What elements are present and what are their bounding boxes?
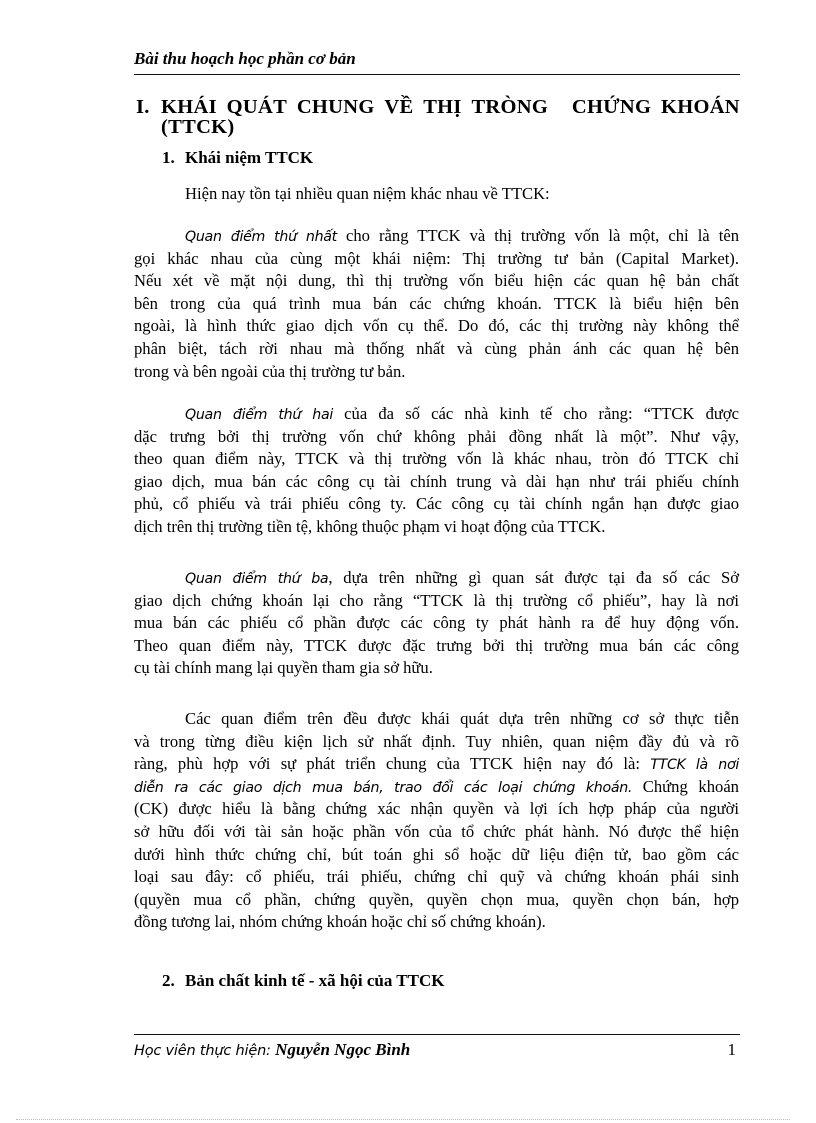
footer-label: Học viên thực hiện: — [134, 1043, 276, 1059]
footer-author: Nguyễn Ngọc Bình — [275, 1040, 411, 1059]
header-rule — [134, 74, 740, 75]
paragraph-view-2 — [134, 403, 739, 539]
text-line: dặc trưng bởi thị trường vốn chứ không phải đồng nhất là một”. Như vậy, — [134, 426, 739, 446]
footer-rule — [134, 1034, 740, 1035]
emphasis-text: Quan điểm thứ nhất — [185, 229, 337, 245]
text-run: Chứng khoán — [632, 776, 739, 796]
subsection-number: 1. — [162, 148, 175, 167]
text-line: và trong từng điều kiện lịch sử nhất định. Tuy nhiên, quan niệm đầy đủ và rõ — [134, 731, 739, 751]
text-line: trong và bên ngoài của thị trường tư bản. — [134, 361, 406, 381]
text-line: Nếu xét về mặt nội dung, thì thị trường vốn biểu hiện các quan hệ bản chất — [134, 271, 739, 291]
title-word: THỊ — [423, 96, 462, 118]
section-title-line-2: (TTCK) — [161, 116, 235, 138]
text-line: theo quan điểm này, TTCK và thị trường vốn là khác nhau, tròn đó TTCK chỉ — [134, 449, 739, 469]
paragraph-intro — [134, 183, 739, 206]
text-line — [134, 567, 739, 590]
page-boundary-dotted-line — [16, 1119, 790, 1120]
text-line: phủ, cổ phiếu và trái phiếu công ty. Các công cụ tài chính ngắn hạn được giao — [134, 494, 739, 514]
text-line: giao dịch chứng khoán lại cho rằng “TTCK là thị trường cổ phiếu”, hay là nơi — [134, 590, 739, 610]
text-line: loại sau đây: cổ phiếu, trái phiếu, chứng chỉ quỹ và chứng khoán phái sinh — [134, 867, 739, 887]
running-footer — [134, 1040, 740, 1061]
title-word: VỀ — [384, 96, 414, 118]
text-line: dịch trên thị trường tiền tệ, không thuộc phạm vi hoạt động của TTCK. — [134, 516, 606, 536]
text-line: ngoài, là hình thức giao dịch vốn cụ thể. Do đó, các thị trường này không thể — [134, 316, 739, 336]
subsection-title: Khái niệm TTCK — [185, 148, 314, 167]
text-line: giao dịch, mua bán các công cụ tài chính trung và dài hạn như trái phiếu chính — [134, 471, 739, 491]
subsection-number: 2. — [162, 971, 175, 990]
title-word: CHUNG — [296, 96, 375, 118]
text-line: đồng tương lai, nhóm chứng khoán hoặc chỉ số chứng khoán). — [134, 912, 546, 932]
text-run: cho rằng TTCK và thị trường vốn là một, chỉ là tên — [336, 226, 739, 245]
title-word: QUÁT — [226, 96, 288, 118]
text-line: dưới hình thức chứng chỉ, bút toán ghi sổ hoặc dữ liệu điện tử, bao gồm các — [134, 844, 739, 864]
text-run: ràng, phù hợp với sự phát triển chung của TTCK hiện nay đó là: — [134, 754, 651, 774]
section-number: I. — [136, 96, 150, 118]
text-line — [134, 776, 739, 799]
running-header: Bài thu hoạch học phần cơ bản — [134, 49, 356, 68]
title-word: KHÁI — [161, 96, 217, 118]
text-line — [134, 753, 739, 776]
title-word: TRÒNG — [471, 96, 549, 118]
text-line: Hiện nay tồn tại nhiều quan niệm khác nhau về TTCK: — [185, 184, 550, 203]
subsection-heading-2 — [162, 971, 444, 991]
text-line: gọi khác nhau của cùng một khái niệm: Thị trường tư bản (Capital Market). — [134, 248, 739, 268]
paragraph-view-1 — [134, 225, 739, 383]
paragraph-view-3 — [134, 567, 739, 680]
text-line: sở hữu đối với tài sản hoặc phần vốn của tổ chức phát hành. Nó được thể hiện — [134, 821, 739, 841]
emphasis-text: Quan điểm thứ hai — [185, 407, 334, 423]
text-line: phân biệt, tách rời nhau mà thống nhất và cùng phản ánh các quan hệ bên — [134, 338, 739, 358]
paragraph-definition — [134, 708, 739, 934]
subsection-heading-1 — [162, 148, 313, 168]
title-word: KHOÁN — [660, 96, 740, 118]
title-word: CHỨNG — [571, 96, 652, 118]
emphasis-text: TTCK là nơi — [650, 757, 739, 774]
text-line: (CK) được hiểu là bằng chứng xác nhận quyền và lợi ích hợp pháp của người — [134, 799, 739, 819]
text-line: bên trong của quá trình mua bán các chứng khoán. TTCK là biểu hiện bên — [134, 293, 739, 313]
text-line: mua bán các phiếu cổ phần được các công ty phát hành ra để huy động vốn. — [134, 613, 739, 633]
subsection-title: Bản chất kinh tế - xã hội của TTCK — [185, 971, 445, 990]
text-line — [134, 403, 739, 426]
page-number: 1 — [727, 1040, 736, 1059]
text-line: Các quan điểm trên đều được khái quát dựa trên những cơ sở thực tiễn — [185, 709, 739, 728]
text-run: của đa số các nhà kinh tế cho rằng: “TTCK được — [333, 404, 740, 423]
emphasis-text: Quan điểm thứ ba — [185, 571, 329, 587]
section-title-line-1 — [161, 97, 740, 117]
emphasis-text: diễn ra các giao dịch mua bán, trao đổi các loại chứng khoán. — [134, 779, 633, 796]
text-line: (quyền mua cổ phần, chứng quyền, quyền chọn mua, quyền chọn bán, hợp — [134, 889, 739, 909]
text-line — [134, 225, 739, 248]
text-line: Theo quan điểm này, TTCK được đặc trưng bởi thị trường mua bán các công — [134, 635, 739, 655]
text-line: cụ tài chính mang lại quyền tham gia sở hữu. — [134, 658, 433, 678]
text-run: , dựa trên những gì quan sát được tại đa số các Sở — [328, 568, 739, 587]
